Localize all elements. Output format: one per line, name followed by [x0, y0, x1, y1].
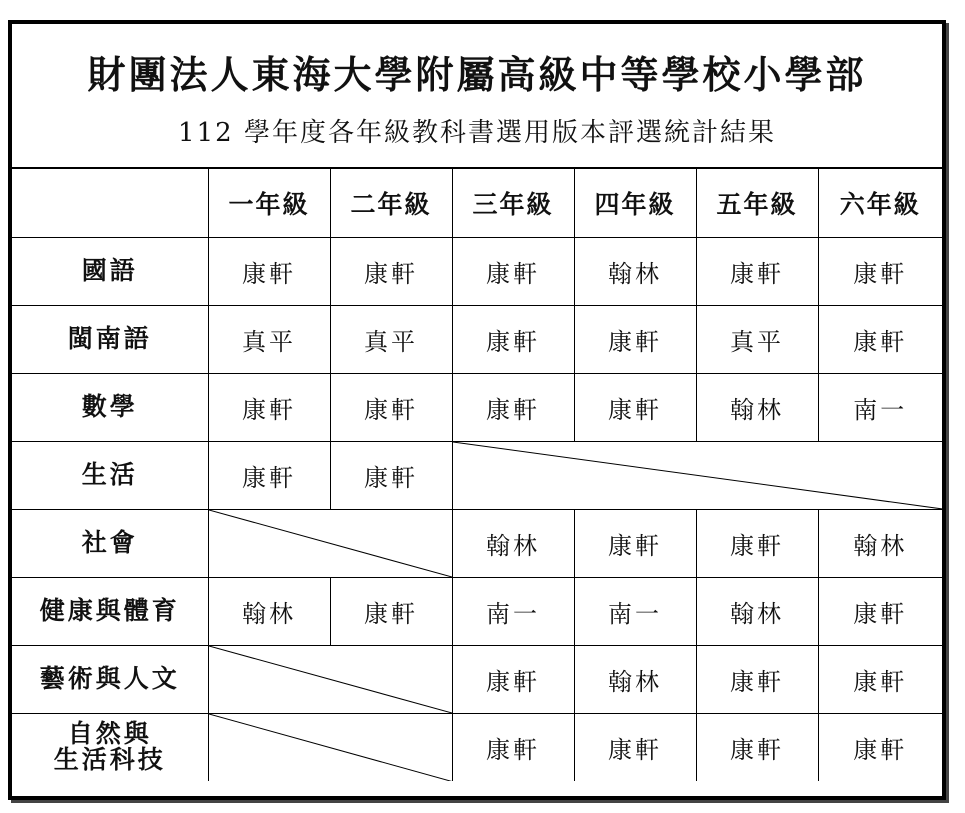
publisher-cell: 康軒 — [452, 305, 574, 373]
publisher-cell: 康軒 — [452, 645, 574, 713]
textbook-table — [12, 169, 942, 781]
report-subtitle: 112 學年度各年級教科書選用版本評選統計結果 — [178, 118, 776, 148]
publisher-cell: 康軒 — [208, 441, 330, 509]
corner-cell — [12, 169, 208, 237]
publisher-cell: 南一 — [574, 577, 696, 645]
table-row — [12, 441, 942, 509]
publisher-cell: 翰林 — [574, 645, 696, 713]
publisher-cell: 南一 — [452, 577, 574, 645]
table-row — [12, 645, 942, 713]
subject-label: 閩南語 — [12, 305, 208, 373]
publisher-cell: 康軒 — [330, 373, 452, 441]
document-frame — [8, 20, 946, 800]
publisher-cell: 康軒 — [452, 373, 574, 441]
diagonal-slash — [209, 714, 452, 782]
publisher-cell: 康軒 — [452, 713, 574, 781]
publisher-cell: 康軒 — [818, 577, 942, 645]
table-row — [12, 509, 942, 577]
publisher-cell: 康軒 — [208, 237, 330, 305]
publisher-cell: 康軒 — [818, 645, 942, 713]
table-row — [12, 373, 942, 441]
subject-label: 生活 — [12, 441, 208, 509]
subject-label: 藝術與人文 — [12, 645, 208, 713]
table-row — [12, 577, 942, 645]
publisher-cell: 康軒 — [696, 713, 818, 781]
publisher-cell: 康軒 — [330, 577, 452, 645]
header-row — [12, 169, 942, 237]
table-row — [12, 713, 942, 781]
publisher-cell: 康軒 — [818, 713, 942, 781]
not-applicable-cell — [452, 441, 942, 509]
publisher-cell: 翰林 — [574, 237, 696, 305]
grade-header: 五年級 — [696, 169, 818, 237]
publisher-cell: 康軒 — [696, 645, 818, 713]
publisher-cell: 康軒 — [330, 237, 452, 305]
subject-label: 國語 — [12, 237, 208, 305]
publisher-cell: 翰林 — [696, 373, 818, 441]
not-applicable-cell — [208, 713, 452, 781]
grade-header: 三年級 — [452, 169, 574, 237]
publisher-cell: 康軒 — [452, 237, 574, 305]
school-title: 財團法人東海大學附屬高級中等學校小學部 — [87, 52, 867, 97]
grade-header: 二年級 — [330, 169, 452, 237]
publisher-cell: 康軒 — [818, 237, 942, 305]
publisher-cell: 康軒 — [574, 305, 696, 373]
publisher-cell: 康軒 — [330, 441, 452, 509]
publisher-cell: 康軒 — [208, 373, 330, 441]
publisher-cell: 康軒 — [696, 237, 818, 305]
subject-label: 社會 — [12, 509, 208, 577]
subject-label: 數學 — [12, 373, 208, 441]
publisher-cell: 康軒 — [574, 373, 696, 441]
publisher-cell: 真平 — [696, 305, 818, 373]
diagonal-slash — [209, 646, 452, 713]
diagonal-slash — [209, 510, 452, 577]
publisher-cell: 翰林 — [818, 509, 942, 577]
subject-label-line: 自然與 — [67, 719, 152, 748]
publisher-cell: 真平 — [330, 305, 452, 373]
subject-label-line: 生活科技 — [53, 745, 166, 775]
table-row — [12, 305, 942, 373]
publisher-cell: 翰林 — [696, 577, 818, 645]
not-applicable-cell — [208, 645, 452, 713]
publisher-cell: 康軒 — [574, 509, 696, 577]
grade-header: 一年級 — [208, 169, 330, 237]
publisher-cell: 翰林 — [208, 577, 330, 645]
grade-header: 六年級 — [818, 169, 942, 237]
subject-label: 健康與體育 — [12, 577, 208, 645]
subject-label — [12, 713, 208, 781]
publisher-cell: 康軒 — [574, 713, 696, 781]
table-row — [12, 237, 942, 305]
publisher-cell: 康軒 — [696, 509, 818, 577]
publisher-cell: 康軒 — [818, 305, 942, 373]
not-applicable-cell — [208, 509, 452, 577]
publisher-cell: 翰林 — [452, 509, 574, 577]
diagonal-slash — [453, 442, 943, 509]
grade-header: 四年級 — [574, 169, 696, 237]
publisher-cell: 真平 — [208, 305, 330, 373]
publisher-cell: 南一 — [818, 373, 942, 441]
